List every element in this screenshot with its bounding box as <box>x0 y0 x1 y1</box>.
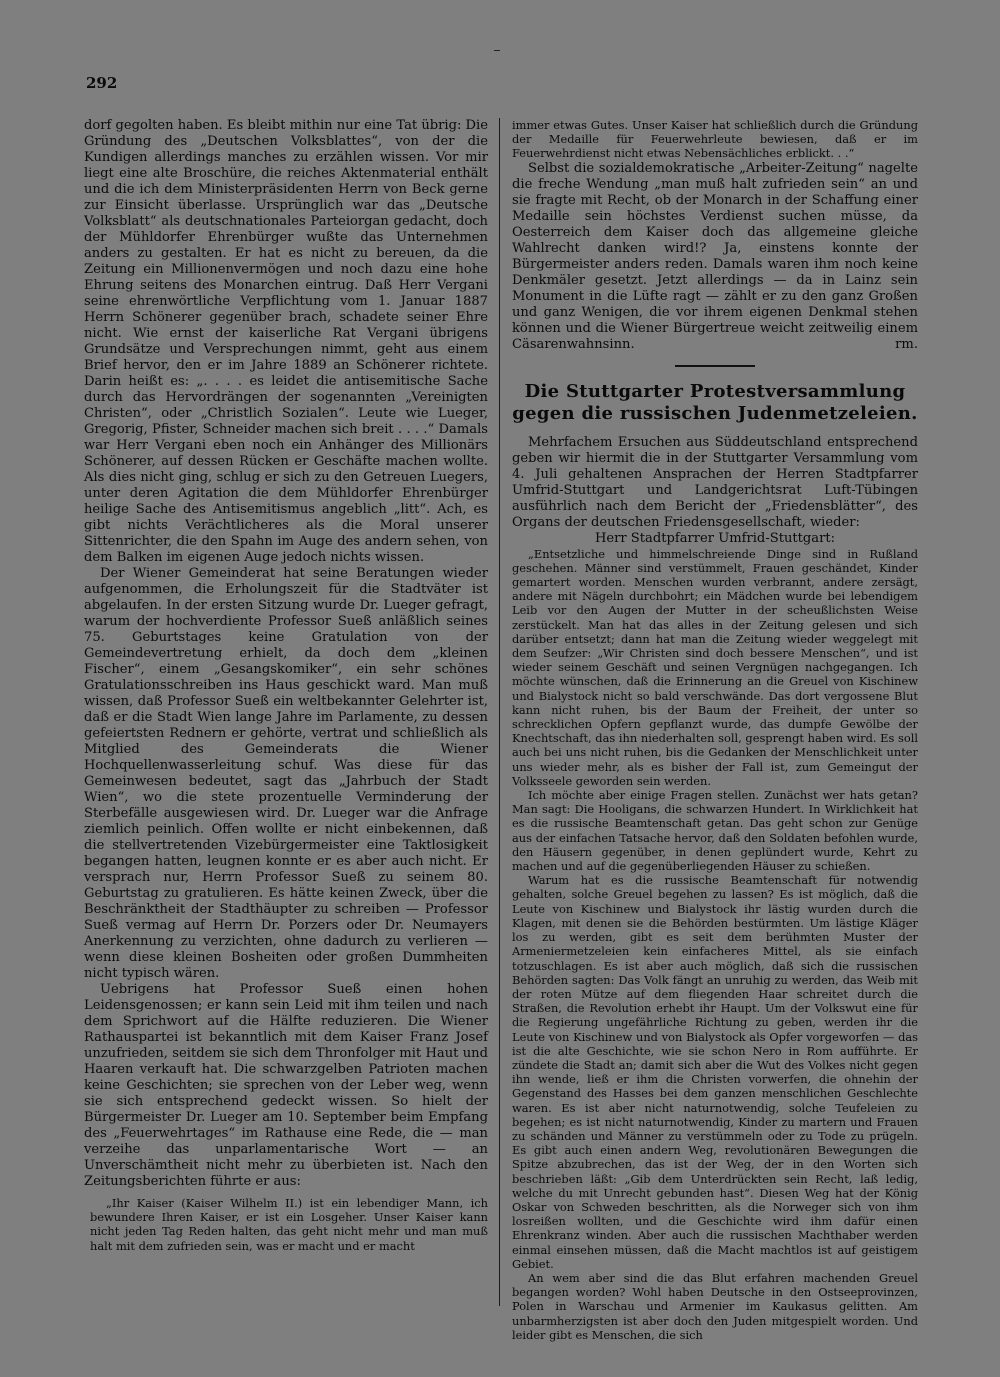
page-top-mark <box>494 50 500 51</box>
left-column <box>84 118 488 1253</box>
speech-paragraph-2: Ich möchte aber einige Fragen stellen. Zunächst wer hats getan? Man sagt: Die Hooligans, die schwarzen Hundert. In Wirklichkeit hat es die russische Beamtenschaft getan. Das geht schon zur Genüge aus der einfachen Tatsache hervor, daß den Soldaten befohlen wurde, den Häusern gegenüber, in denen geplündert wurde, Kehrt zu machen und auf die gegenüberliegenden Häuser zu schießen. <box>512 788 918 874</box>
author-signature: rm. <box>895 336 918 352</box>
right-quote-continuation: immer etwas Gutes. Unser Kaiser hat schließlich durch die Gründung der Medaille für Feuerwehrleute bewiesen, daß er im Feuerwehrdienst nicht etwas Nebensächliches erblickt. . .“ <box>512 118 918 161</box>
left-paragraph-2: Der Wiener Gemeinderat hat seine Beratungen wieder aufgenommen, die Erholungszeit für die Stadtväter ist abgelaufen. In der ersten Sitzung wurde Dr. Lueger gefragt, warum der hochverdiente Professor Sueß anläßlich seines 75. Geburtstages keine Gratulation von der Gemeindevertretung erhielt, da doch dem „kleinen Fischer“, einem „Gesangskomiker“, ein sehr schönes Gratulationsschreiben ins Haus geschickt ward. Man muß wissen, daß Professor Sueß ein weltbekannter Gelehrter ist, daß er die Stadt Wien lange Jahre im Parlamente, zu dessen gefeiertsten Rednern er gehörte, vertrat und schließlich als Mitglied des Gemeinderats die Wiener Hochquellenwasserleitung schuf. Was diese für das Gemeinwesen bedeutet, sagt das „Jahrbuch der Stadt Wien“, wo die stete prozentuelle Verminderung der Sterbefälle ausgewiesen wird. Dr. Lueger war die Anfrage ziemlich peinlich. Offen wollte er nicht einbekennen, daß die stellvertretenden Vizebürgermeister eine Taktlosigkeit begangen hatten, leugnen konnte er es aber auch nicht. Er versprach nur, Herrn Professor Sueß zu seinem 80. Geburtstag zu gratulieren. Es hätte keinen Zweck, über die Beschränktheit der Stadthäupter zu schreiben — Professor Sueß vermag auf Herrn Dr. Porzers oder Dr. Neumayers Anerkennung zu verzichten, ohne dadurch zu verlieren — wenn diese kleinen Bosheiten oder großen Dummheiten nicht typisch wären. <box>84 566 488 981</box>
right-paragraph-1: Selbst die sozialdemokratische „Arbeiter-Zeitung“ nagelte die freche Wendung „man muß halt zufrieden sein“ an und sie fragte mit Recht, ob der Monarch in der Schaffung einer Medaille sein höchstes Verdienst suchen müsse, da Oesterreich dem Kaiser doch das allgemeine gleiche Wahlrecht danken wird!? Ja, einstens konnte der Bürgermeister anders reden. Damals waren ihm noch keine Denkmäler gesetzt. Jetzt allerdings — da in Lainz sein Monument in die Lüfte ragt — zählt er zu den ganz Großen und ganz Wenigen, die vor ihrem eigenen Denkmal stehen können und die Wiener Bürgertreue weicht zeitweilig einem Cäsarenwahnsinn. <box>512 160 918 352</box>
right-paragraph-2: Mehrfachem Ersuchen aus Süddeutschland entsprechend geben wir hiermit die in der Stuttgarter Versammlung vom 4. Juli gehaltenen Ansprachen der Herren Stadtpfarrer Umfrid-Stuttgart und Landgerichtsrat Luft-Tübingen ausführlich nach dem Bericht der „Friedensblätter“, des Organs der deutschen Friedensgesellschaft, wieder: <box>512 434 918 530</box>
left-paragraph-1: dorf gegolten haben. Es bleibt mithin nur eine Tat übrig: Die Gründung des „Deutschen Volksblattes“, von der die Kundigen allerdings manches zu erzählen wissen. Vor mir liegt eine alte Broschüre, die reiches Aktenmaterial enthält und die ich dem Ministerpräsidenten Herrn von Beck gerne zur Einsicht überlasse. Ursprünglich war das „Deutsche Volksblatt“ als deutschnationales Parteiorgan gedacht, doch der Mühldorfer Ehrenbürger wußte das Unternehmen anders zu gestalten. Er hat es nicht zu bereuen, da die Zeitung ein Millionenvermögen und noch dazu eine hohe Ehrung seitens des Monarchen eintrug. Daß Herr Vergani seine ehrenwörtliche Verpflichtung vom 1. Januar 1887 Herrn Schönerer gegenüber brach, schadete seiner Ehre nicht. Wie ernst der kaiserliche Rat Vergani übrigens Grundsätze und Versprechungen nimmt, geht aus einem Brief hervor, den er im Jahre 1889 an Schönerer richtete. Darin heißt es: „. . . . es leidet die antisemitische Sache durch das Hervordrängen der sogenannten „Vereinigten Christen“, oder „Christlich Sozialen“. Leute wie Lueger, Gregorig, Pfister, Schneider machen sich breit . . . .“ Damals war Herr Vergani eben noch ein Anhänger des Millionärs Schönerer, auf dessen Rücken er Geschäfte machen wollte. Als dies nicht ging, schlug er sich zu den Getreuen Luegers, unter deren Agitation die dem Mühldorfer Ehrenbürger heilige Sache des Antisemitismus angeblich „litt“. Ach, es gibt nichts Verächtlicheres als die Moral unserer Sittenrichter, die den Spahn im Auge des andern sehen, von dem Balken im eigenen Auge jedoch nichts wissen. <box>84 118 488 565</box>
left-quote: „Ihr Kaiser (Kaiser Wilhelm II.) ist ein lebendiger Mann, ich bewundere Ihren Kaiser, er ist ein Losgeher. Unser Kaiser kann nicht jeden Tag Reden halten, das geht nicht mehr und man muß halt mit dem zufrieden sein, was er macht und er macht <box>90 1196 488 1253</box>
speech-paragraph-4: An wem aber sind die das Blut erfahren machenden Greuel begangen worden? Wohl haben Deutsche in den Ostseeprovinzen, Polen in Warschau und Armenier im Kaukasus gelitten. Am unbarmherzigsten ist aber doch den Juden mitgespielt worden. Und leider gibt es Menschen, die sich <box>512 1270 918 1342</box>
speech-paragraph-3: Warum hat es die russische Beamtenschaft für notwendig gehalten, solche Greuel begehen zu lassen? Es ist möglich, daß die Leute von Kischinew und Bialystock ihr lästig wurden durch die Klagen, mit denen sie die Behörden bestürmten. Um lästige Kläger los zu werden, gibt es seit dem berühmten Muster der Armeniermetzeleien kein einfacheres Mittel, als sie einfach totzuschlagen. Es ist aber auch möglich, daß sich die russischen Behörden sagten: Das Volk fängt an unruhig zu werden, das Weib mit der roten Mütze auf dem fliegenden Haar schreitet durch die Straßen, die Revolution erhebt ihr Haupt. Um der Volkswut eine für die Regierung ungefährliche Richtung zu geben, werden ihr die Leute von Kischinew und von Bialystock als Opfer vorgeworfen — das ist die alte Geschichte, wie sie schon Nero in Rom aufführte. Er zündete die Stadt an; damit sich aber die Wut des Volkes nicht gegen ihn wende, ließ er ihm die Christen vorwerfen, die ohnehin der Gegenstand des Hasses bei dem ganzen menschlichen Geschlechte waren. Es ist aber nicht naturnotwendig, solche Teufeleien zu begehen; es ist nicht naturnotwendig, Kinder zu martern und Frauen zu schänden und Männer zu verstümmeln oder zu Tode zu prügeln. Es gibt auch einen andern Weg, revolutionären Bewegungen die Spitze abzubrechen, das ist der Weg, der in den Worten sich beschrieben läßt: „Gib dem Unterdrückten sein Recht, laß ledig, welche du mit Unrecht gebunden hast“. Diesen Weg hat der König Oskar von Schweden beschritten, als die Norweger sich von ihm losreißen wollten, und die Geschichte wird ihm dafür einen Ehrenkranz winden. Aber auch die russischen Machthaber werden einmal einsehen müssen, daß die Macht machtlos ist auf geistigem Gebiet. <box>512 873 918 1271</box>
speech-paragraph-1: „Entsetzliche und himmelschreiende Dinge sind in Rußland geschehen. Männer sind verstümmelt, Frauen geschändet, Kinder gemartert worden. Menschen wurden verbrannt, andere zersägt, andere mit Nägeln durchbohrt; ein Mädchen wurde bei lebendigem Leib vor den Augen der Mutter in der scheußlichsten Weise zerstückelt. Man hat das alles in der Zeitung gelesen und sich darüber entsetzt; dann hat man die Zeitung wieder weggelegt mit dem Seufzer: „Wir Christen sind doch bessere Menschen“, und ist wieder seinem Geschäft und seinen Vergnügen nachgegangen. Ich möchte wünschen, daß die Erinnerung an die Greuel von Kischinew und Bialystock nicht so bald verschwände. Das dort vergossene Blut kann nicht ruhen, bis der Baum der Freiheit, der unter so schrecklichen Opfern gepflanzt wurde, das dumpfe Gewölbe der Knechtschaft, das ihn niederhalten soll, gesprengt haben wird. Es soll auch bei uns nicht ruhen, bis die Gedanken der Menschlichkeit unter uns wieder mehr, als es bisher der Fall ist, zum Gemeingut der Volksseele geworden sein werden. <box>512 546 918 788</box>
article-heading: Die Stuttgarter Protestversammlung gegen die russischen Judenmetzeleien. <box>512 380 918 424</box>
page-number: 292 <box>86 74 118 92</box>
speaker-label: Herr Stadtpfarrer Umfrid-Stuttgart: <box>594 530 836 546</box>
right-column <box>512 118 918 1342</box>
column-divider <box>499 118 500 1306</box>
left-paragraph-3: Uebrigens hat Professor Sueß einen hohen Leidensgenossen; er kann sein Leid mit ihm teilen und nach dem Sprichwort auf die Hälfte reduzieren. Die Wiener Rathauspartei ist bekanntlich mit dem Kaiser Franz Josef unzufrieden, seitdem sie sich dem Thronfolger mit Haut und Haaren verkauft hat. Die schwarzgelben Patrioten machen keine Geschichten; sie sprechen von der Leber weg, wenn sie sich entsprechend gedeckt wissen. So hielt der Bürgermeister Dr. Lueger am 10. September beim Empfang des „Feuerwehrtages“ im Rathause eine Rede, die — man verzeihe das unparlamentarische Wort — an Unverschämtheit nicht mehr zu überbieten ist. Nach den Zeitungsberichten führte er aus: <box>84 982 488 1189</box>
section-divider <box>675 365 755 367</box>
